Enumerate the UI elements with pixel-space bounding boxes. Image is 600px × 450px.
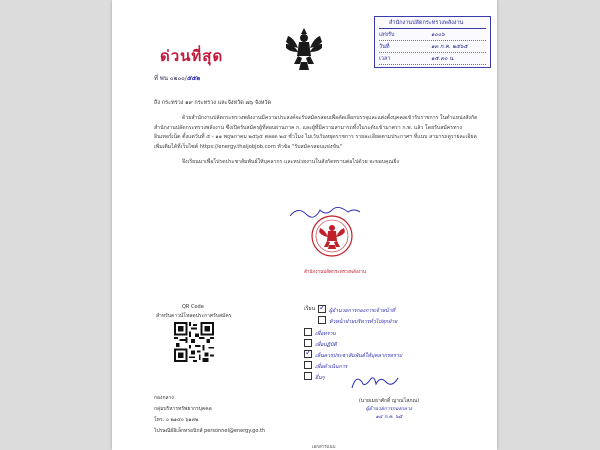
routing-item[interactable] <box>304 372 324 382</box>
document-number-handwritten: ๕๕๒ <box>186 75 200 82</box>
signer-position: ผู้อำนวยการกองกลาง <box>365 406 413 412</box>
routing-item-label: เพื่อดำเนินการ <box>315 364 348 370</box>
document-number <box>154 73 200 83</box>
checkbox[interactable] <box>304 339 312 347</box>
routing-item-label: อื่นๆ <box>315 375 325 381</box>
approver-signature <box>348 372 408 394</box>
checkbox[interactable] <box>318 316 326 324</box>
checkbox[interactable] <box>318 305 326 313</box>
routing-item[interactable] <box>318 305 395 315</box>
stamp-label: เวลา <box>379 56 391 62</box>
document-number-prefix: ที่ พน ๐๒๐๐/ <box>154 75 187 82</box>
checkbox[interactable] <box>304 372 312 380</box>
stamp-value: ๑๕.๓๐ น. <box>431 56 455 62</box>
qr-label-bottom: สำหรับดาวน์โหลดประกาศรับสมัคร <box>156 313 232 319</box>
recipient-line: ถึง กระทรวง ๑๙ กระทรวง และจังหวัด ๗๖ จังหวัด <box>154 100 272 106</box>
urgency-heading: ด่วนที่สุด <box>160 47 224 65</box>
routing-item-label: ผู้อำนวยการกองการเจ้าหน้าที่ <box>329 308 396 314</box>
signer-date: ๑๔ ก.ค. ๖๕ <box>375 414 403 420</box>
footer-email: ไปรษณีย์อิเล็กทรอนิกส์ personnel@energy.go.th <box>154 428 266 434</box>
garuda-seal-icon <box>310 214 354 260</box>
routing-item-label: หัวหน้าฝ่ายบริหารทั่วไปทุกฝ่าย <box>329 319 398 325</box>
qr-code[interactable] <box>174 322 214 362</box>
signer-name: (นายเมธาศักดิ์ ญาณโสภณ) <box>358 398 420 404</box>
checkbox[interactable] <box>304 350 312 358</box>
routing-item[interactable] <box>304 350 402 360</box>
signer-block <box>344 397 434 421</box>
stamp-label: วันที่ <box>379 44 390 50</box>
routing-item[interactable] <box>304 328 336 338</box>
routing-item-label: เห็นควรประชาสัมพันธ์ให้บุคลากรทราบ <box>315 353 403 359</box>
body-paragraph-2: จึงเรียนมาเพื่อโปรดประชาสัมพันธ์ให้บุคลากร และหน่วยงานในสังกัดทราบต่อไปด้วย จะขอบคุณยิ่ง <box>182 159 399 166</box>
document-page <box>112 0 497 450</box>
routing-item-label: เพื่อทราบ <box>315 331 336 337</box>
page-footer: เอกสารแนบ <box>312 445 336 450</box>
checkbox[interactable] <box>304 328 312 336</box>
garuda-emblem-icon <box>284 26 324 72</box>
routing-title: เรียน <box>304 306 316 312</box>
seal-caption: สำนักงานปลัดกระทรวงพลังงาน <box>303 270 367 275</box>
body-paragraph-1: ด้วยสำนักงานปลัดกระทรวงพลังงานมีความประสงค์จะรับสมัครสอบเพื่อคัดเลือกบรรจุและแต่งตั้งบุคคลเข้ารับราชการ ในตำแหน่งสังกัดสำนักงานปลัดกระทรวงพลังงาน ซึ่งเปิดรับสมัครผู้ที่สอบผ่านภาค ก. และผู้ที่มีความสามารถทั้งในระดับเข้ามาตรา ก.พ. แล้ว โดยรับสมัครทางอินเทอร์เน็ต ตั้งแต่วันที่ ๕ - ๑๑ พฤษภาคม ๒๕๖๕ ตลอด ๒๔ ชั่วโมง ไม่เว้นวันหยุดราชการ รายละเอียดตามประกาศฯ ที่แนบ สามารถดูรายละเอียดเพิ่มเติมได้ที่เว็บไซต์ https://energy.thaijobjob.com หัวข้อ "รับสมัครสอบแข่งขัน" <box>154 115 478 150</box>
qr-label-top: QR Code <box>182 304 204 310</box>
stamp-value: ๑๐๐๖ <box>431 32 445 38</box>
stamp-title: สำนักงานปลัดกระทรวงพลังงาน <box>389 20 464 26</box>
stamp-label: เลขรับ <box>379 32 395 38</box>
body-text <box>154 114 484 168</box>
footer-group: กลุ่มบริหารทรัพยากรบุคคล <box>154 406 212 412</box>
routing-item-label: เพื่อปฏิบัติ <box>315 342 337 348</box>
footer-division: กองกลาง <box>154 395 174 401</box>
routing-item[interactable] <box>304 361 347 371</box>
footer-phone: โทร. ๐ ๒๑๔๐ ๖๑๓๒ <box>154 417 199 423</box>
checkbox[interactable] <box>304 361 312 369</box>
routing-item[interactable] <box>318 316 397 326</box>
registration-stamp <box>374 16 491 68</box>
stamp-value: ๑๓ ก.ค. ๒๕๖๕ <box>431 44 468 50</box>
